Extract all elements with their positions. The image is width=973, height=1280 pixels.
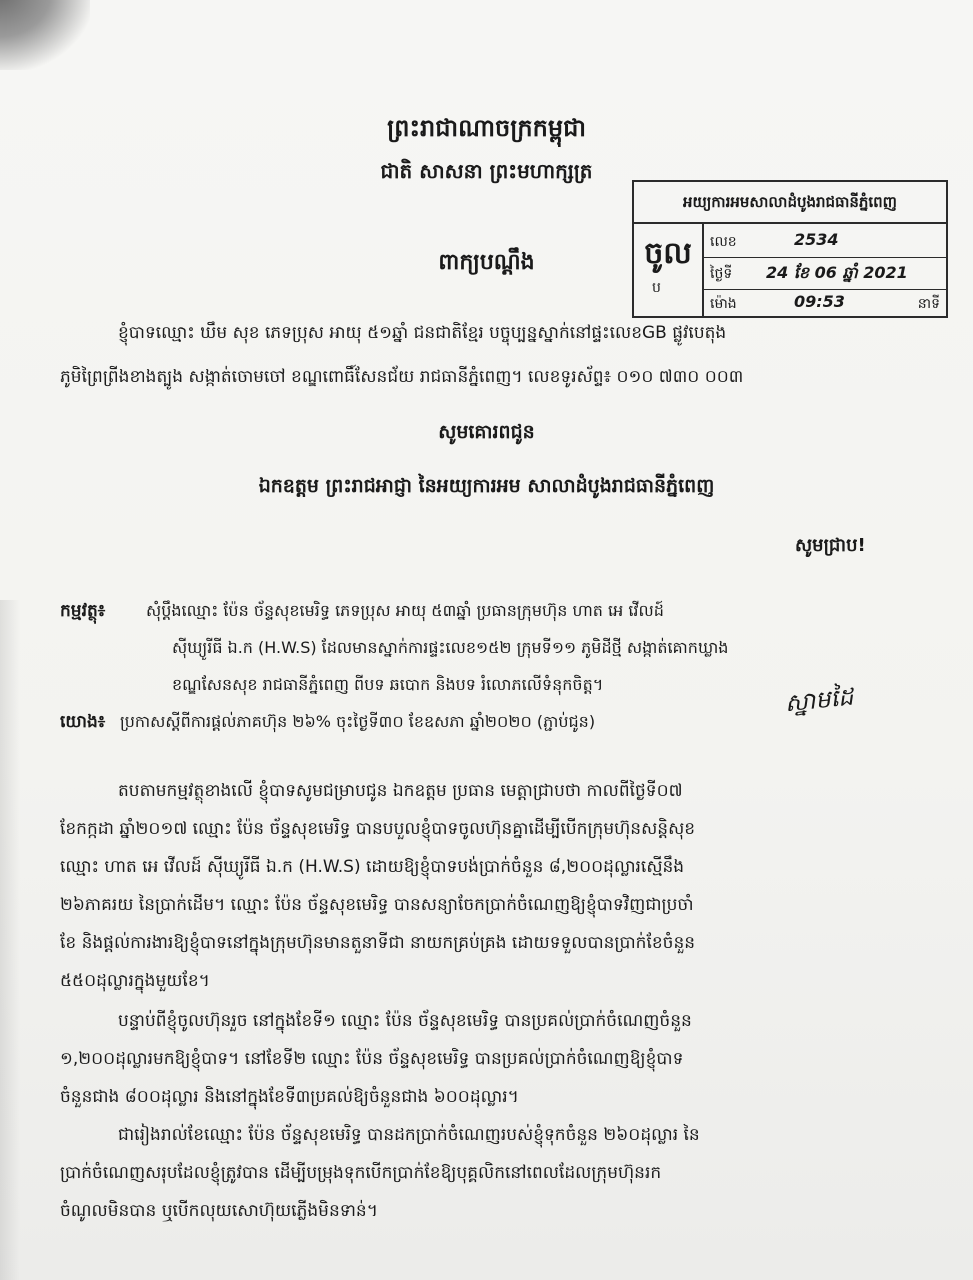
stamp-time-unit: នាទី (917, 296, 940, 312)
stamp-received-mark (634, 224, 704, 316)
stamp-title: អយ្យការអមសាលាដំបូងរាជធានីភ្នំពេញ (634, 182, 946, 224)
body-p1-line-3: ឈ្មោះ ហាត អេ វើលដ៍ ស៊ីឃ្យូរីធី ឯ.ក (H.W.S) ដោយឱ្យខ្ញុំបាទបង់ប្រាក់ចំនួន ៨,២០០ដុល្លារស្មើនឹង (60, 857, 685, 877)
stamp-mark-sub: ប (652, 280, 661, 296)
national-motto: ជាតិ សាសនា ព្រះមហាក្សត្រ (380, 159, 593, 183)
body-p3-line-2: ប្រាក់ចំណេញសរុបដែលខ្ញុំត្រូវបាន ដើម្បីបម្រុងទុកបើកប្រាក់ខែឱ្យបុគ្គលិកនៅពេលដែលក្រុមហ៊ុនរក (60, 1163, 662, 1183)
recipient-line: ឯកឧត្តម ព្រះរាជអាជ្ញា នៃអយ្យការអម សាលាដំបូងរាជធានីភ្នំពេញ (258, 475, 715, 497)
body-p1-line-5: ខែ និងផ្តល់ការងារឱ្យខ្ញុំបាទនៅក្នុងក្រុមហ៊ុនមានតួនាទីជា នាយកគ្រប់គ្រង ដោយទទួលបានប្រាក់ខែចំនួន (60, 933, 696, 953)
respect-line: សូមគោរពជូន (438, 421, 535, 443)
stamp-number-row (704, 226, 946, 258)
body-p3-line-1: ជារៀងរាល់ខែឈ្មោះ ប៉ែន ច័ន្ទសុខមេរិទ្ធ បានដកប្រាក់ចំណេញរបស់ខ្ញុំទុកចំនួន ២៦០ដុល្លារ នៃ (118, 1125, 700, 1145)
stamp-date-value: 24 ខែ 06 ឆ្នាំ 2021 (766, 263, 908, 282)
document-title: ពាក្យបណ្តឹង (438, 250, 535, 275)
subject-label: កម្មវត្ថុ៖ (60, 601, 106, 621)
scan-shadow-edge (0, 600, 20, 1280)
body-p2-line-1: បន្ទាប់ពីខ្ញុំចូលហ៊ុនរួច នៅក្នុងខែទី១ ឈ្មោះ ប៉ែន ច័ន្ទសុខមេរិទ្ធ បានប្រគល់ប្រាក់ចំណេញចំនួន (118, 1011, 692, 1031)
body-p1-line-4: ២៦ភាគរយ នៃប្រាក់ដើម។ ឈ្មោះ ប៉ែន ច័ន្ទសុខមេរិទ្ធ បានសន្យាចែកប្រាក់ចំណេញឱ្យខ្ញុំបាទវិញជាប្រចាំ (60, 895, 694, 915)
intro-line-1: ខ្ញុំបាទឈ្មោះ ឃឹម សុខ ភេទប្រុស អាយុ ៥១ឆ្នាំ ជនជាតិខ្មែរ បច្ចុប្បន្នស្នាក់នៅផ្ទះលេខGB ផ្លូវបេតុង (118, 323, 727, 343)
stamp-date-row (704, 258, 946, 290)
receipt-stamp (632, 180, 948, 318)
request-line: សូមជ្រាប! (795, 535, 866, 556)
stamp-time-row (704, 288, 946, 319)
stamp-date-label: ថ្ងៃទី (710, 266, 733, 282)
body-p1-line-6: ៥៥០ដុល្លារក្នុងមួយខែ។ (60, 971, 210, 991)
intro-line-2: ភូមិព្រៃព្រីងខាងត្បូង សង្កាត់ចោមចៅ ខណ្ឌពោធិ៍សែនជ័យ រាជធានីភ្នំពេញ។ លេខទូរស័ព្ទ៖ ០១០ ៧៣០ ០០៣ (60, 367, 744, 387)
reference-label: យោង៖ (60, 712, 106, 732)
stamp-time-label: ម៉ោង (710, 296, 737, 312)
body-p1-line-2: ខែកក្កដា ឆ្នាំ២០១៧ ឈ្មោះ ប៉ែន ច័ន្ទសុខមេរិទ្ធ បានបបួលខ្ញុំបាទចូលហ៊ុនគ្នាដើម្បីបើកក្រុមហ៊ុនសន្តិសុខ (60, 819, 696, 839)
stamp-number-label: លេខ (710, 234, 737, 250)
handwritten-signature (783, 682, 855, 724)
signature-text: ស្នាមដៃ (783, 682, 855, 718)
body-p2-line-2: ១,២០០ដុល្លារមកឱ្យខ្ញុំបាទ។ នៅខែទី២ ឈ្មោះ ប៉ែន ច័ន្ទសុខមេរិទ្ធ បានប្រគល់ប្រាក់ចំណេញឱ្យខ្ញុំបាទ (60, 1049, 684, 1069)
body-p1-line-1: តបតាមកម្មវត្ថុខាងលើ ខ្ញុំបាទសូមជម្រាបជូន ឯកឧត្តម ប្រធាន មេត្តាជ្រាបថា កាលពីថ្ងៃទី០៧ (118, 781, 683, 801)
subject-line-1: សុំប្តឹងឈ្មោះ ប៉ែន ច័ន្ទសុខមេរិទ្ធ ភេទប្រុស អាយុ ៥៣ឆ្នាំ ប្រធានក្រុមហ៊ុន ហាត អេ វើលដ៍ (146, 601, 664, 620)
kingdom-title: ព្រះរាជាណាចក្រកម្ពុជា (387, 114, 586, 142)
reference-text: ប្រកាសស្តីពីការផ្តល់ភាគហ៊ុន ២៦% ចុះថ្ងៃទី៣០ ខែឧសភា ឆ្នាំ២០២០ (ភ្ជាប់ជូន) (120, 712, 596, 731)
stamp-mark-text: ចូល (644, 236, 692, 271)
stamp-time-value: 09:53 (794, 292, 845, 311)
scan-shadow-corner (0, 0, 90, 70)
subject-line-3: ខណ្ឌសែនសុខ រាជធានីភ្នំពេញ ពីបទ ឆបោក និងបទ រំលោភលើទំនុកចិត្ត។ (172, 675, 604, 694)
stamp-number-value: 2534 (794, 230, 839, 249)
body-p3-line-3: ចំណូលមិនបាន ឬបើកលុយសោហ៊ុយភ្លើងមិនទាន់។ (60, 1201, 378, 1221)
body-p2-line-3: ចំនួនជាង ៨០០ដុល្លារ និងនៅក្នុងខែទី៣ប្រគល់ឱ្យចំនួនជាង ៦០០ដុល្លារ។ (60, 1087, 519, 1107)
subject-line-2: ស៊ីឃ្យូរីធី ឯ.ក (H.W.S) ដែលមានស្នាក់ការផ្ទះលេខ១៥២ ក្រុមទី១១ ភូមិដីថ្មី សង្កាត់គោកឃ្លាង (172, 638, 729, 657)
